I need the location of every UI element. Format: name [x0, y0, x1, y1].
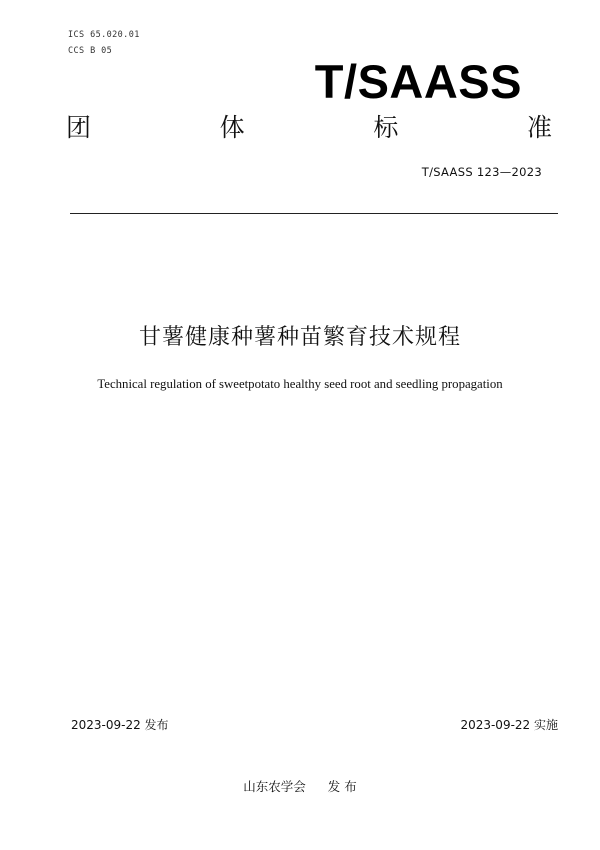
implementation-date: 2023-09-22 实施 [460, 718, 558, 732]
document-title-english: Technical regulation of sweetpotato healthy seed root and seedling propagation [97, 377, 503, 391]
ics-code: ICS 65.020.01 [68, 30, 140, 40]
publish-date: 2023-09-22 发布 [71, 718, 169, 732]
ccs-code: CCS B 05 [68, 46, 113, 56]
header-divider [70, 213, 558, 214]
standard-type-char: 准 [526, 113, 552, 142]
publisher-line [0, 777, 600, 795]
document-title-chinese: 甘薯健康种薯种苗繁育技术规程 [138, 325, 461, 350]
standard-type-char: 体 [219, 113, 245, 142]
publisher-suffix: 发 布 [327, 779, 357, 794]
standard-type-heading [66, 115, 552, 140]
standard-type-char: 团 [66, 113, 92, 142]
standard-type-char: 标 [373, 113, 399, 142]
standard-number: T/SAASS 123—2023 [421, 165, 542, 179]
publisher-name: 山东农学会 [243, 779, 306, 794]
organization-standard-code: T/SAASS [314, 55, 522, 108]
